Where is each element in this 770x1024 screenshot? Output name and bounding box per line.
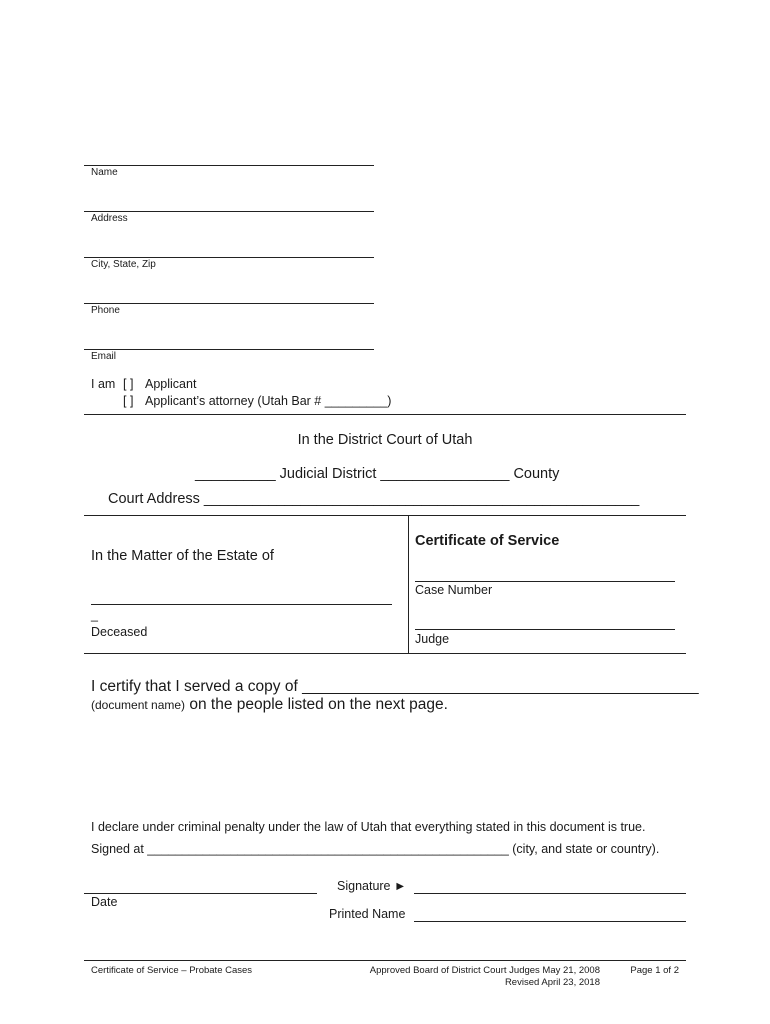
footer-revised: Revised April 23, 2018 (504, 977, 600, 988)
case-number-line[interactable] (415, 581, 675, 582)
phone-label: Phone (91, 305, 120, 316)
deceased-label: Deceased (91, 625, 148, 639)
email-line[interactable] (84, 349, 374, 350)
court-address-line[interactable]: Court Address ______________________________________________________ (108, 491, 640, 507)
footer-page-number: Page 1 of 2 (630, 965, 679, 976)
address-label: Address (91, 213, 128, 224)
printed-name-label: Printed Name (329, 907, 406, 921)
case-number-label: Case Number (415, 583, 493, 597)
i-am-label: I am (91, 377, 116, 391)
declaration-text: I declare under criminal penalty under the law of Utah that everything stated in this document is true. (91, 820, 646, 834)
attorney-checkbox[interactable]: [ ] (123, 394, 134, 408)
name-line[interactable] (84, 165, 374, 166)
document-name-label: (document name) (91, 698, 186, 712)
certify-statement[interactable]: I certify that I served a copy of ______________________________________________ (91, 678, 699, 695)
decedent-name-line[interactable] (91, 604, 392, 605)
address-line[interactable] (84, 211, 374, 212)
city-state-zip-label: City, State, Zip (91, 259, 156, 270)
decedent-underscore: _ (91, 608, 98, 622)
date-line[interactable] (84, 893, 317, 894)
name-label: Name (91, 167, 118, 178)
email-label: Email (91, 351, 117, 362)
caption-bottom-border (84, 653, 686, 654)
certify-second-line (91, 696, 448, 714)
applicant-option-label: Applicant (145, 377, 197, 391)
certify-rest: on the people listed on the next page. (185, 696, 448, 713)
court-title: In the District Court of Utah (297, 432, 473, 448)
judge-label: Judge (415, 632, 450, 646)
certificate-title: Certificate of Service (415, 533, 560, 549)
signature-line[interactable] (414, 893, 686, 894)
signed-at-line[interactable]: Signed at ____________________________________________________ (city, and state or country). (91, 842, 660, 856)
caption-divider (408, 515, 409, 654)
applicant-checkbox[interactable]: [ ] (123, 377, 134, 391)
estate-matter-label: In the Matter of the Estate of (91, 548, 274, 564)
printed-name-line[interactable] (414, 921, 686, 922)
caption-top-border (84, 515, 686, 516)
phone-line[interactable] (84, 303, 374, 304)
judicial-district-line[interactable]: __________ Judicial District ________________ County (195, 466, 560, 482)
header-divider (84, 414, 686, 415)
footer-form-title: Certificate of Service – Probate Cases (91, 965, 253, 976)
footer-divider (84, 960, 686, 961)
judge-line[interactable] (415, 629, 675, 630)
attorney-option-label: Applicant’s attorney (Utah Bar # _________) (145, 394, 392, 408)
footer-approved: Approved Board of District Court Judges May 21, 2008 (369, 965, 600, 976)
date-label: Date (91, 895, 118, 909)
city-state-zip-line[interactable] (84, 257, 374, 258)
signature-label: Signature ► (337, 879, 407, 893)
